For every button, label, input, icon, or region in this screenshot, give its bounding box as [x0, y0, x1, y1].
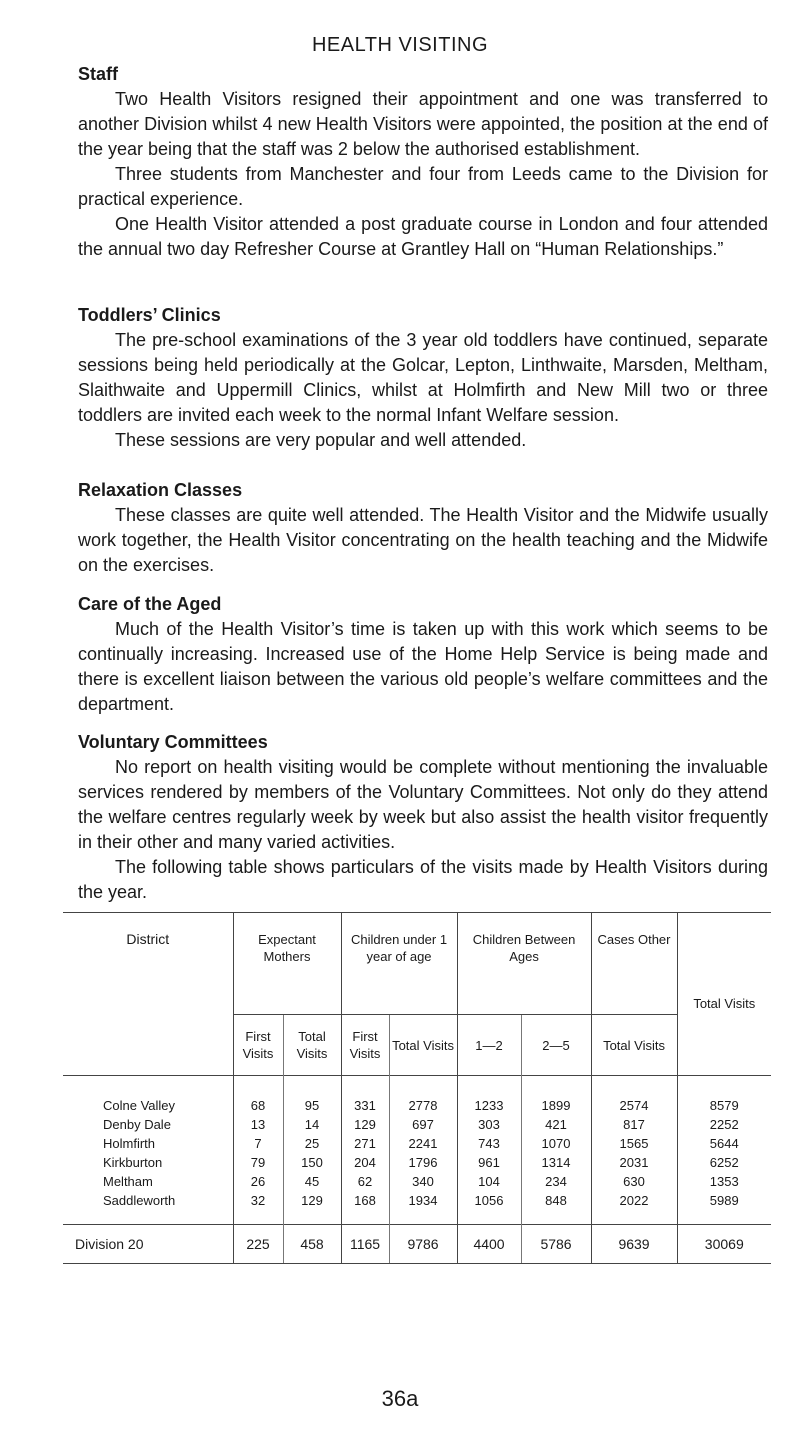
cell: 30069 [677, 1225, 771, 1264]
cell: 234 [521, 1172, 591, 1191]
cell: 5989 [677, 1191, 771, 1225]
cell: 817 [591, 1115, 677, 1134]
visits-table [63, 912, 771, 1264]
table-row [63, 1115, 771, 1134]
cell: 303 [457, 1115, 521, 1134]
paragraph: Two Health Visitors resigned their appointment and one was transferred to another Division whilst 4 new Health Visitors were appointed, the position at the end of the year being that the staff was 2 below the authorised establishment. [78, 89, 768, 159]
cell: 6252 [677, 1153, 771, 1172]
other-total-visits-header: Total Visits [591, 1015, 677, 1076]
cu-total-visits-header: Total Visits [389, 1015, 457, 1076]
visits-table-container [63, 912, 771, 1264]
cell: 1934 [389, 1191, 457, 1225]
cell: 7 [233, 1134, 283, 1153]
section-heading: Relaxation Classes [78, 480, 243, 500]
table-row [63, 1076, 771, 1116]
cell: 848 [521, 1191, 591, 1225]
cu-first-visits-header: First Visits [341, 1015, 389, 1076]
district-cell: Kirkburton [103, 1155, 163, 1170]
section-heading: Care of the Aged [78, 594, 222, 614]
paragraph: Much of the Health Visitor’s time is taken up with this work which seems to be continually increasing. Increased use of the Home Help Service is being made and there is excellent liaison between the various old people’s welfare committees and the department. [78, 619, 768, 714]
cell: 9786 [389, 1225, 457, 1264]
paragraph: Three students from Manchester and four from Leeds came to the Division for practical experience. [78, 164, 768, 209]
table-row [63, 1134, 771, 1153]
cell: 1353 [677, 1172, 771, 1191]
table-header-row [63, 913, 771, 1015]
cell: 1565 [591, 1134, 677, 1153]
cell: 340 [389, 1172, 457, 1191]
age-1-2-header: 1—2 [457, 1015, 521, 1076]
cell: 225 [233, 1225, 283, 1264]
children-under-header: Children under 1 year of age [341, 913, 457, 1015]
cell: 458 [283, 1225, 341, 1264]
page-number: 36a [381, 1386, 419, 1411]
em-first-visits-header: First Visits [233, 1015, 283, 1076]
section-heading: Voluntary Committees [78, 732, 268, 752]
cell: 129 [283, 1191, 341, 1225]
district-cell: Holmfirth [103, 1136, 156, 1151]
cell: 68 [233, 1076, 283, 1116]
district-cell: Meltham [103, 1174, 153, 1189]
cell: 150 [283, 1153, 341, 1172]
section-heading: Toddlers’ Clinics [78, 305, 221, 325]
cell: 1314 [521, 1153, 591, 1172]
cell: 2031 [591, 1153, 677, 1172]
cell: 271 [341, 1134, 389, 1153]
cell: 2252 [677, 1115, 771, 1134]
paragraph: The following table shows particulars of the visits made by Health Visitors during the year. [78, 857, 768, 902]
voluntary-section [78, 730, 768, 905]
cell: 25 [283, 1134, 341, 1153]
cases-other-header: Cases Other [591, 913, 677, 1015]
cell: 1899 [521, 1076, 591, 1116]
paragraph: One Health Visitor attended a post graduate course in London and four attended the annual two day Refresher Course at Grantley Hall on “Human Relationships.” [78, 214, 768, 259]
cell: 630 [591, 1172, 677, 1191]
cell: 2778 [389, 1076, 457, 1116]
cell: 5786 [521, 1225, 591, 1264]
cell: 129 [341, 1115, 389, 1134]
toddlers-section [78, 303, 768, 453]
table-total-row [63, 1225, 771, 1264]
cell: 697 [389, 1115, 457, 1134]
aged-section [78, 592, 768, 717]
staff-section [78, 62, 768, 262]
cell: 743 [457, 1134, 521, 1153]
cell: 5644 [677, 1134, 771, 1153]
paragraph: These sessions are very popular and well attended. [115, 430, 527, 450]
section-heading: Staff [78, 64, 118, 84]
paragraph: No report on health visiting would be complete without mentioning the invaluable services rendered by members of the Voluntary Committees. Not only do they attend the welfare centres regularly week by week but also assist the health visitor frequently in their other and many varied activities. [78, 757, 768, 852]
cell: 79 [233, 1153, 283, 1172]
cell: 9639 [591, 1225, 677, 1264]
division-total-label: Division 20 [63, 1225, 233, 1264]
children-between-header: Children Between Ages [457, 913, 591, 1015]
cell: 168 [341, 1191, 389, 1225]
page-title: HEALTH VISITING [311, 34, 489, 56]
cell: 1056 [457, 1191, 521, 1225]
cell: 95 [283, 1076, 341, 1116]
cell: 2241 [389, 1134, 457, 1153]
cell: 104 [457, 1172, 521, 1191]
cell: 2574 [591, 1076, 677, 1116]
cell: 1070 [521, 1134, 591, 1153]
total-visits-header: Total Visits [677, 913, 771, 1076]
expectant-mothers-header: Expectant Mothers [233, 913, 341, 1015]
table-row [63, 1172, 771, 1191]
cell: 4400 [457, 1225, 521, 1264]
cell: 62 [341, 1172, 389, 1191]
cell: 1233 [457, 1076, 521, 1116]
cell: 26 [233, 1172, 283, 1191]
cell: 1796 [389, 1153, 457, 1172]
table-row [63, 1153, 771, 1172]
cell: 32 [233, 1191, 283, 1225]
cell: 45 [283, 1172, 341, 1191]
relaxation-section [78, 478, 768, 578]
cell: 2022 [591, 1191, 677, 1225]
cell: 8579 [677, 1076, 771, 1116]
em-total-visits-header: Total Visits [283, 1015, 341, 1076]
district-cell: Denby Dale [103, 1117, 171, 1132]
district-header: District [63, 913, 233, 1076]
paragraph: These classes are quite well attended. The Health Visitor and the Midwife usually work together, the Health Visitor concentrating on the health teaching and the Midwife on the exercises. [78, 505, 768, 575]
age-2-5-header: 2—5 [521, 1015, 591, 1076]
cell: 331 [341, 1076, 389, 1116]
district-cell: Colne Valley [103, 1098, 176, 1113]
cell: 13 [233, 1115, 283, 1134]
paragraph: The pre-school examinations of the 3 year old toddlers have continued, separate sessions being held periodically at the Golcar, Lepton, Linthwaite, Marsden, Meltham, Slaithwaite and Uppermill Clinics, whilst at Holmfirth and New Mill two or three toddlers are invited each week to the normal Infant Welfare session. [78, 330, 768, 425]
cell: 14 [283, 1115, 341, 1134]
cell: 204 [341, 1153, 389, 1172]
cell: 961 [457, 1153, 521, 1172]
table-row [63, 1191, 771, 1225]
district-cell: Saddleworth [103, 1193, 176, 1208]
cell: 421 [521, 1115, 591, 1134]
cell: 1165 [341, 1225, 389, 1264]
